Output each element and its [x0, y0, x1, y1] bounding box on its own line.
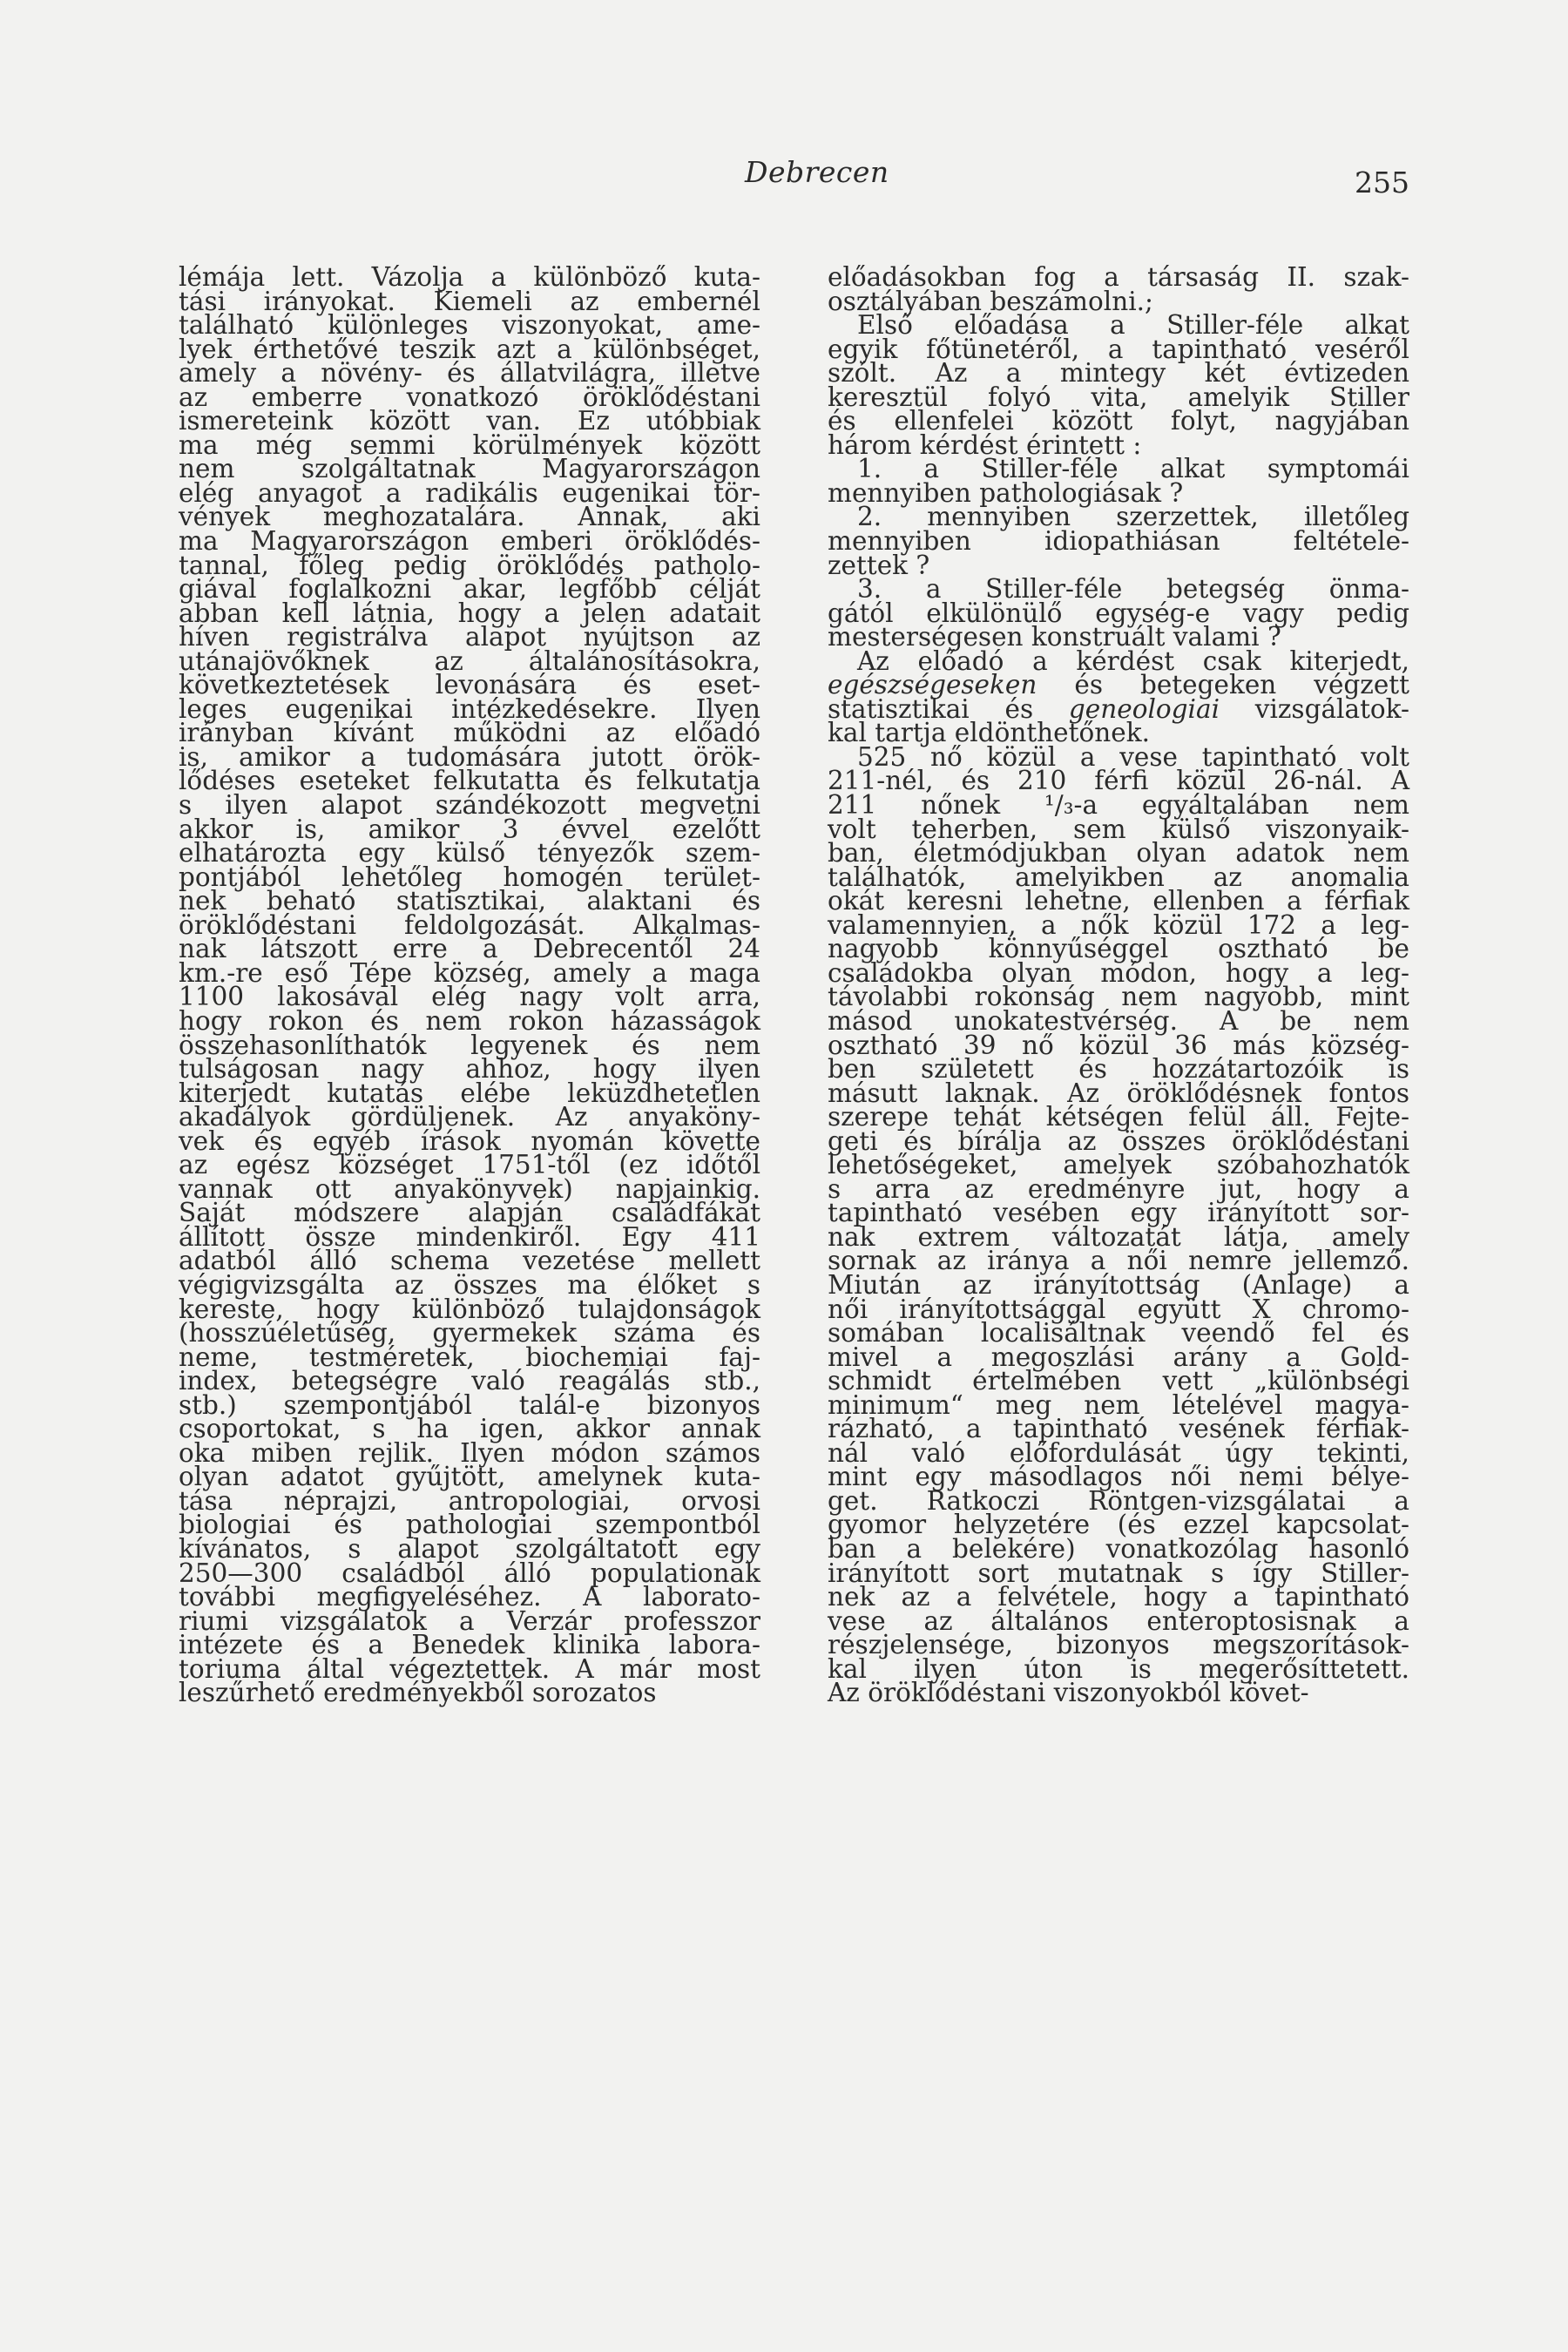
text-line: irányított sort mutatnak s így Stiller- [828, 1558, 1409, 1588]
text-line: Saját módszere alapján családfákat [179, 1198, 760, 1228]
text-line: távolabbi rokonság nem nagyobb, mint [828, 982, 1409, 1012]
text-line: toriuma által végeztettek. A már most [179, 1653, 760, 1684]
text-line: olyan adatot gyűjtött, amelynek kuta- [179, 1462, 760, 1492]
text-line: végigvizsgálta az összes ma élőket s [179, 1269, 760, 1300]
text-line: riumi vizsgálatok a Verzár professzor [179, 1605, 760, 1636]
text-line: vek és egyéb írások nyomán követte [179, 1125, 760, 1156]
text-line: ban a belekére) vonatkozólag hasonló [828, 1533, 1409, 1564]
text-line: ban, életmódjukban olyan adatok nem [828, 838, 1409, 868]
text-line: elhatározta egy külső tényezők szem- [179, 838, 760, 868]
text-line: somában localisáltnak veendő fel és [828, 1318, 1409, 1348]
text-line: 3. a Stiller-féle betegség önma- [857, 574, 1409, 605]
text-line: ismereteink között van. Ez utóbbiak [179, 406, 760, 436]
text-line: Az öröklődéstani viszonyokból követ- [828, 1678, 1309, 1708]
text-line: vények meghozatalára. Annak, aki [179, 502, 760, 532]
text-line: is, amikor a tudomására jutott örök- [179, 741, 760, 772]
running-head [0, 155, 1568, 207]
text-line: 1. a Stiller-féle alkat symptomái [857, 454, 1409, 484]
text-line: elég anyagot a radikális eugenikai tör- [179, 477, 760, 508]
text-line: lémája lett. Vázolja a különböző kuta- [179, 262, 760, 292]
text-line: utánajövőknek az általánosításokra, [179, 645, 760, 676]
left-column [179, 262, 760, 1708]
text-line: további megfigyeléséhez. A laborato- [179, 1582, 760, 1612]
text-line: állított össze mindenkiről. Egy 411 [179, 1221, 760, 1252]
text-line: és ellenfelei között folyt, nagyjában [828, 406, 1409, 436]
text-line: (hosszúéletűség, gyermekek száma és [179, 1318, 760, 1348]
text-line: intézete és a Benedek klinika labora- [179, 1630, 760, 1660]
text-line: 211-nél, és 210 férfi közül 26-nál. A [828, 766, 1409, 796]
text-line: kívánatos, s alapot szolgáltatott egy [179, 1533, 760, 1564]
page-number: 255 [1355, 166, 1409, 199]
text-line: gyomor helyzetére (és ezzel kapcsolat- [828, 1510, 1409, 1540]
text-line: volt teherben, sem külső viszonyaik- [828, 814, 1409, 844]
text-line: női irányítottsággal együtt X chromo- [828, 1294, 1409, 1324]
text-line: valamennyien, a nők közül 172 a leg- [828, 909, 1409, 940]
text-line: ma még semmi körülmények között [179, 429, 760, 460]
text-line: csoportokat, s ha igen, akkor annak [179, 1414, 760, 1444]
text-line: mint egy másodlagos női nemi bélye- [828, 1462, 1409, 1492]
text-line: lyek érthetővé teszik azt a különbséget, [179, 334, 760, 364]
text-line: km.-re eső Tépe község, amely a maga [179, 957, 760, 988]
text-line: Miután az irányítottság (Anlage) a [828, 1269, 1409, 1300]
text-line: három kérdést érintett : [828, 429, 1142, 460]
text-line: családokba olyan módon, hogy a leg- [828, 957, 1409, 988]
text-line: nak látszott erre a Debrecentől 24 [179, 934, 760, 964]
running-title: Debrecen [745, 155, 889, 189]
text-line: stb.) szempontjából talál-e bizonyos [179, 1389, 760, 1420]
text-line: összehasonlíthatók legyenek és nem [179, 1030, 760, 1060]
text-line: oka miben rejlik. Ilyen módon számos [179, 1437, 760, 1468]
text-line: másutt laknak. Az öröklődésnek fontos [828, 1078, 1409, 1108]
text-line: 211 nőnek ¹/₃-a egyáltalában nem [828, 790, 1409, 821]
text-line: egészségeseken és betegeken végzett [828, 670, 1409, 700]
text-line: zettek ? [828, 550, 930, 580]
text-line: ma Magyarországon emberi öröklődés- [179, 526, 760, 557]
text-line: következtetések levonására és eset- [179, 670, 760, 700]
text-line: 525 nő közül a vese tapintható volt [857, 741, 1409, 772]
text-line: leszűrhető eredményekből sorozatos [179, 1678, 657, 1708]
text-line: akadályok gördüljenek. Az anyaköny- [179, 1102, 760, 1132]
text-line: tulságosan nagy ahhoz, hogy ilyen [179, 1054, 760, 1085]
text-line: 2. mennyiben szerzettek, illetőleg [857, 502, 1409, 532]
text-line: giával foglalkozni akar, legfőbb célját [179, 574, 760, 605]
text-line: öröklődéstani feldolgozását. Alkalmas- [179, 909, 760, 940]
text-line: szerepe tehát kétségen felül áll. Fejte- [828, 1102, 1409, 1132]
text-line: adatból álló schema vezetése mellett [179, 1246, 760, 1276]
text-line: kal tartja eldönthetőnek. [828, 718, 1150, 748]
right-column [828, 262, 1410, 1708]
text-line: pontjából lehetőleg homogén terület- [179, 862, 760, 892]
text-line: abban kell látnia, hogy a jelen adatait [179, 598, 760, 628]
text-line: leges eugenikai intézkedésekre. Ilyen [179, 693, 760, 724]
text-line: szólt. Az a mintegy két évtizeden [828, 358, 1409, 389]
text-line: másod unokatestvérség. A be nem [828, 1005, 1409, 1036]
text-line: tapintható vesében egy irányított sor- [828, 1198, 1409, 1228]
text-line: nem szolgáltatnak Magyarországon [179, 454, 760, 484]
text-line: tási irányokat. Kiemeli az embernél [179, 286, 760, 316]
text-line: mivel a megoszlási arány a Gold- [828, 1342, 1409, 1372]
text-line: az emberre vonatkozó öröklődéstani [179, 382, 760, 412]
text-line: gától elkülönülő egység-e vagy pedig [828, 598, 1409, 628]
text-line: schmidt értelmében vett „különbségi [828, 1366, 1409, 1396]
text-line: keresztül folyó vita, amelyik Stiller [828, 382, 1409, 412]
text-line: nek beható statisztikai, alaktani és [179, 886, 760, 916]
text-line: get. Ratkoczi Röntgen-vizsgálatai a [828, 1485, 1409, 1516]
text-line: ben született és hozzátartozóik is [828, 1054, 1409, 1085]
text-line: 250—300 családból álló populationak [179, 1558, 760, 1588]
text-line: híven registrálva alapot nyújtson az [179, 622, 760, 652]
text-line: osztható 39 nő közül 36 más község- [828, 1030, 1409, 1060]
text-line: vannak ott anyakönyvek) napjainkig. [179, 1173, 760, 1204]
text-line: 1100 lakosával elég nagy volt arra, [179, 982, 760, 1012]
text-line: kiterjedt kutatás elébe leküzdhetetlen [179, 1078, 760, 1108]
text-line: mennyiben idiopathiásan feltétele- [828, 526, 1409, 557]
text-line: neme, testméretek, biochemiai faj- [179, 1342, 760, 1372]
text-line: Az előadó a kérdést csak kiterjedt, [857, 645, 1409, 676]
text-line: okát keresni lehetne, ellenben a férfiak [828, 886, 1409, 916]
text-line: Első előadása a Stiller-féle alkat [857, 310, 1409, 341]
text-line: találhatók, amelyikben az anomalia [828, 862, 1409, 892]
text-line: index, betegségre való reagálás stb., [179, 1366, 760, 1396]
text-line: tannal, főleg pedig öröklődés patholo- [179, 550, 760, 580]
text-line: rázható, a tapintható vesének férfiak- [828, 1414, 1409, 1444]
text-line: s arra az eredményre jut, hogy a [828, 1173, 1409, 1204]
text-line: biologiai és pathologiai szempontból [179, 1510, 760, 1540]
text-line: nál való előfordulását úgy tekinti, [828, 1437, 1409, 1468]
text-line: kal ilyen úton is megerősíttetett. [828, 1653, 1409, 1684]
text-line: geti és bírálja az összes öröklődéstani [828, 1125, 1409, 1156]
text-line: nek az a felvétele, hogy a tapintható [828, 1582, 1409, 1612]
text-line: nagyobb könnyűséggel osztható be [828, 934, 1409, 964]
text-line: az egész községet 1751-től (ez időtől [179, 1150, 760, 1180]
text-line: található különleges viszonyokat, ame- [179, 310, 760, 341]
text-line: irányban kívánt működni az előadó [179, 718, 760, 748]
text-line: statisztikai és geneologiai vizsgálatok- [828, 693, 1410, 724]
text-line: hogy rokon és nem rokon házasságok [179, 1005, 760, 1036]
text-line: részjelensége, bizonyos megszorítások- [828, 1630, 1409, 1660]
text-line: tása néprajzi, antropologiai, orvosi [179, 1485, 760, 1516]
text-line: osztályában beszámolni.; [828, 286, 1153, 316]
text-line: sornak az iránya a női nemre jellemző. [828, 1246, 1409, 1276]
text-line: kereste, hogy különböző tulajdonságok [179, 1294, 760, 1324]
text-line: egyik főtünetéről, a tapintható veséről [828, 334, 1409, 364]
text-line: mennyiben pathologiásak ? [828, 477, 1184, 508]
text-line: amely a növény- és állatvilágra, illetve [179, 358, 760, 389]
text-line: vese az általános enteroptosisnak a [828, 1605, 1409, 1636]
text-line: lehetőségeket, amelyek szóbahozhatók [828, 1150, 1409, 1180]
text-line: akkor is, amikor 3 évvel ezelőtt [179, 814, 760, 844]
text-line: nak extrem változatát látja, amely [828, 1221, 1409, 1252]
text-line: előadásokban fog a társaság II. szak- [828, 262, 1409, 292]
text-line: lődéses eseteket felkutatta és felkutatja [179, 766, 760, 796]
text-line: s ilyen alapot szándékozott megvetni [179, 790, 760, 821]
text-line: minimum“ meg nem lételével magya- [828, 1389, 1409, 1420]
text-line: mesterségesen konstruált valami ? [828, 622, 1281, 652]
